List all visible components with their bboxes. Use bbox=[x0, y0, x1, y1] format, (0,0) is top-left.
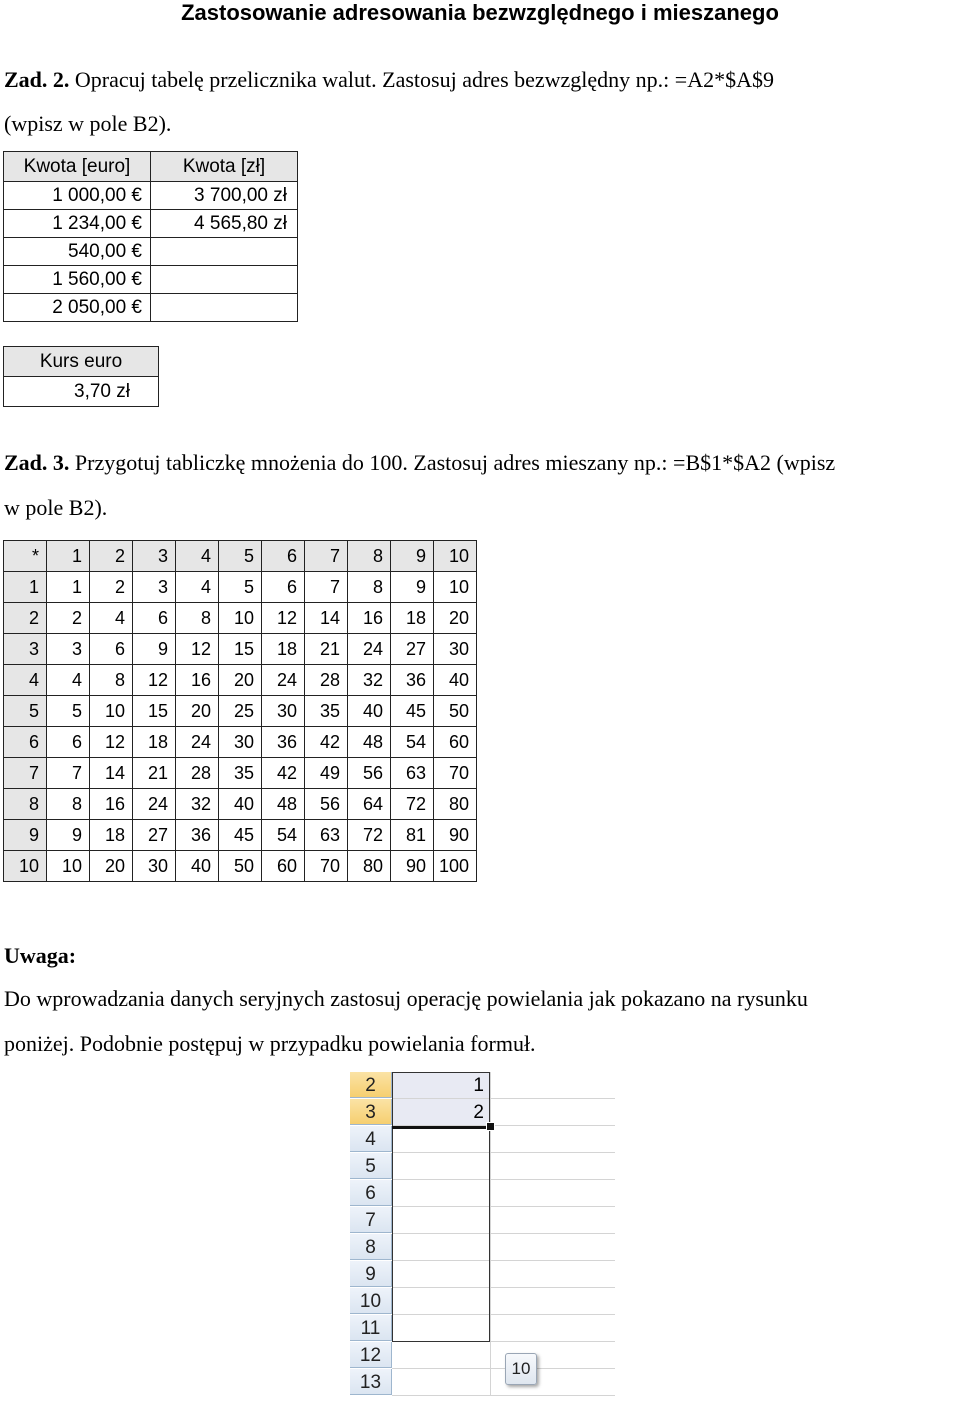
euro-cell: 1 560,00 € bbox=[4, 266, 151, 294]
product-cell: 6 bbox=[47, 727, 90, 758]
row-header-cell: 10 bbox=[4, 851, 47, 882]
product-cell: 20 bbox=[219, 665, 262, 696]
table-row bbox=[4, 182, 298, 210]
product-cell: 9 bbox=[47, 820, 90, 851]
product-cell: 12 bbox=[90, 727, 133, 758]
product-cell: 45 bbox=[219, 820, 262, 851]
table-row bbox=[4, 238, 298, 266]
product-cell: 15 bbox=[133, 696, 176, 727]
product-cell: 36 bbox=[262, 727, 305, 758]
pln-cell bbox=[151, 266, 298, 294]
product-cell: 42 bbox=[305, 727, 348, 758]
table-row bbox=[4, 727, 477, 758]
row-number-header[interactable]: 2 bbox=[350, 1072, 392, 1098]
product-cell: 9 bbox=[133, 634, 176, 665]
row-header-cell: 6 bbox=[4, 727, 47, 758]
excel-fill-figure bbox=[350, 1072, 615, 1400]
product-cell: 32 bbox=[176, 789, 219, 820]
product-cell: 14 bbox=[305, 603, 348, 634]
row-header-cell: 9 bbox=[4, 820, 47, 851]
product-cell: 63 bbox=[391, 758, 434, 789]
task2-line1 bbox=[4, 66, 774, 94]
page-title: Zastosowanie adresowania bezwzględnego i mieszanego bbox=[181, 0, 779, 25]
row-header-cell: 8 bbox=[4, 789, 47, 820]
product-cell: 48 bbox=[262, 789, 305, 820]
euro-cell: 540,00 € bbox=[4, 238, 151, 266]
spreadsheet-cell[interactable] bbox=[490, 1234, 615, 1261]
task3-line1 bbox=[4, 449, 835, 477]
product-cell: 63 bbox=[305, 820, 348, 851]
product-cell: 6 bbox=[133, 603, 176, 634]
note-line2: poniżej. Podobnie postępuj w przypadku powielania formuł. bbox=[4, 1031, 536, 1056]
row-number-header[interactable]: 12 bbox=[350, 1342, 392, 1368]
multiplication-table bbox=[3, 540, 477, 882]
note-line1: Do wprowadzania danych seryjnych zastosuj operację powielania jak pokazano na rysunku bbox=[4, 986, 808, 1011]
product-cell: 18 bbox=[391, 603, 434, 634]
product-cell: 35 bbox=[219, 758, 262, 789]
spreadsheet-cell[interactable] bbox=[490, 1099, 615, 1126]
product-cell: 6 bbox=[90, 634, 133, 665]
spreadsheet-cell[interactable] bbox=[392, 1342, 490, 1369]
product-cell: 18 bbox=[133, 727, 176, 758]
euro-cell: 1 000,00 € bbox=[4, 182, 151, 210]
table-row bbox=[4, 634, 477, 665]
row-number-header[interactable]: 8 bbox=[350, 1234, 392, 1260]
table-row bbox=[4, 789, 477, 820]
product-cell: 48 bbox=[348, 727, 391, 758]
row-number-header[interactable]: 7 bbox=[350, 1207, 392, 1233]
product-cell: 8 bbox=[176, 603, 219, 634]
product-cell: 14 bbox=[90, 758, 133, 789]
product-cell: 40 bbox=[176, 851, 219, 882]
product-cell: 8 bbox=[348, 572, 391, 603]
product-cell: 90 bbox=[391, 851, 434, 882]
product-cell: 3 bbox=[47, 634, 90, 665]
product-cell: 70 bbox=[434, 758, 477, 789]
corner-cell: * bbox=[4, 541, 47, 572]
euro-cell: 2 050,00 € bbox=[4, 294, 151, 322]
product-cell: 10 bbox=[434, 572, 477, 603]
row-header-cell: 4 bbox=[4, 665, 47, 696]
rate-table bbox=[3, 346, 159, 407]
product-cell: 30 bbox=[434, 634, 477, 665]
product-cell: 28 bbox=[305, 665, 348, 696]
product-cell: 10 bbox=[219, 603, 262, 634]
euro-cell: 1 234,00 € bbox=[4, 210, 151, 238]
product-cell: 10 bbox=[90, 696, 133, 727]
product-cell: 72 bbox=[348, 820, 391, 851]
product-cell: 8 bbox=[47, 789, 90, 820]
product-cell: 90 bbox=[434, 820, 477, 851]
rate-header: Kurs euro bbox=[4, 347, 159, 377]
product-cell: 10 bbox=[47, 851, 90, 882]
product-cell: 30 bbox=[133, 851, 176, 882]
task2-label: Zad. 2. bbox=[4, 67, 70, 92]
product-cell: 16 bbox=[90, 789, 133, 820]
product-cell: 5 bbox=[219, 572, 262, 603]
product-cell: 25 bbox=[219, 696, 262, 727]
table-row bbox=[4, 210, 298, 238]
currency-table bbox=[3, 151, 298, 322]
product-cell: 35 bbox=[305, 696, 348, 727]
spreadsheet-cell[interactable]: 1 bbox=[392, 1072, 490, 1099]
rate-value: 3,70 zł bbox=[4, 377, 159, 407]
column-header-cell: 3 bbox=[133, 541, 176, 572]
product-cell: 18 bbox=[90, 820, 133, 851]
product-cell: 40 bbox=[348, 696, 391, 727]
pln-cell: 4 565,80 zł bbox=[151, 210, 298, 238]
product-cell: 21 bbox=[305, 634, 348, 665]
task2-text: Opracuj tabelę przelicznika walut. Zastosuj adres bezwzględny np.: =A2*$A$9 bbox=[69, 67, 774, 92]
table-row bbox=[4, 758, 477, 789]
spreadsheet-cell[interactable] bbox=[490, 1153, 615, 1180]
product-cell: 60 bbox=[262, 851, 305, 882]
spreadsheet-cell[interactable] bbox=[490, 1261, 615, 1288]
column-header-cell: 10 bbox=[434, 541, 477, 572]
spreadsheet-cell[interactable] bbox=[490, 1207, 615, 1234]
product-cell: 28 bbox=[176, 758, 219, 789]
product-cell: 16 bbox=[348, 603, 391, 634]
product-cell: 64 bbox=[348, 789, 391, 820]
product-cell: 16 bbox=[176, 665, 219, 696]
product-cell: 36 bbox=[391, 665, 434, 696]
header-pln: Kwota [zł] bbox=[151, 152, 298, 182]
column-header-cell: 8 bbox=[348, 541, 391, 572]
row-number-header[interactable]: 4 bbox=[350, 1126, 392, 1152]
table-row bbox=[4, 851, 477, 882]
product-cell: 24 bbox=[176, 727, 219, 758]
product-cell: 27 bbox=[391, 634, 434, 665]
fill-range-outline bbox=[392, 1072, 490, 1342]
product-cell: 40 bbox=[219, 789, 262, 820]
product-cell: 1 bbox=[47, 572, 90, 603]
pln-cell bbox=[151, 238, 298, 266]
column-header-cell: 9 bbox=[391, 541, 434, 572]
product-cell: 56 bbox=[348, 758, 391, 789]
product-cell: 2 bbox=[47, 603, 90, 634]
task3-label: Zad. 3. bbox=[4, 450, 70, 475]
column-header-cell: 1 bbox=[47, 541, 90, 572]
column-header-cell: 5 bbox=[219, 541, 262, 572]
row-header-cell: 7 bbox=[4, 758, 47, 789]
product-cell: 54 bbox=[391, 727, 434, 758]
spreadsheet-cell[interactable] bbox=[392, 1369, 490, 1396]
product-cell: 20 bbox=[434, 603, 477, 634]
task2-line2: (wpisz w pole B2). bbox=[4, 111, 172, 136]
product-cell: 40 bbox=[434, 665, 477, 696]
product-cell: 4 bbox=[176, 572, 219, 603]
product-cell: 4 bbox=[90, 603, 133, 634]
product-cell: 49 bbox=[305, 758, 348, 789]
note-heading: Uwaga: bbox=[4, 943, 77, 968]
column-header-cell: 2 bbox=[90, 541, 133, 572]
row-number-header[interactable]: 5 bbox=[350, 1153, 392, 1179]
task3-text: Przygotuj tabliczkę mnożenia do 100. Zastosuj adres mieszany np.: =B$1*$A2 (wpisz bbox=[69, 450, 836, 475]
product-cell: 24 bbox=[133, 789, 176, 820]
product-cell: 27 bbox=[133, 820, 176, 851]
product-cell: 30 bbox=[262, 696, 305, 727]
product-cell: 80 bbox=[348, 851, 391, 882]
product-cell: 81 bbox=[391, 820, 434, 851]
selection-border bbox=[392, 1126, 490, 1129]
product-cell: 100 bbox=[434, 851, 477, 882]
product-cell: 12 bbox=[176, 634, 219, 665]
product-cell: 20 bbox=[176, 696, 219, 727]
product-cell: 80 bbox=[434, 789, 477, 820]
product-cell: 6 bbox=[262, 572, 305, 603]
product-cell: 50 bbox=[434, 696, 477, 727]
currency-table-header bbox=[4, 152, 298, 182]
spreadsheet-cell[interactable] bbox=[490, 1072, 615, 1099]
row-number-header[interactable]: 11 bbox=[350, 1315, 392, 1341]
row-header-cell: 5 bbox=[4, 696, 47, 727]
row-header-cell: 3 bbox=[4, 634, 47, 665]
pln-cell: 3 700,00 zł bbox=[151, 182, 298, 210]
product-cell: 4 bbox=[47, 665, 90, 696]
fill-value-tooltip: 10 bbox=[505, 1353, 537, 1385]
product-cell: 56 bbox=[305, 789, 348, 820]
table-row bbox=[4, 294, 298, 322]
product-cell: 42 bbox=[262, 758, 305, 789]
row-number-header[interactable]: 3 bbox=[350, 1099, 392, 1125]
row-header-cell: 1 bbox=[4, 572, 47, 603]
table-row bbox=[4, 266, 298, 294]
row-number-header[interactable]: 9 bbox=[350, 1261, 392, 1287]
product-cell: 2 bbox=[90, 572, 133, 603]
product-cell: 60 bbox=[434, 727, 477, 758]
product-cell: 24 bbox=[262, 665, 305, 696]
product-cell: 8 bbox=[90, 665, 133, 696]
task3-line2: w pole B2). bbox=[4, 495, 108, 520]
spreadsheet-cell[interactable] bbox=[490, 1315, 615, 1342]
product-cell: 50 bbox=[219, 851, 262, 882]
table-row bbox=[4, 603, 477, 634]
product-cell: 12 bbox=[262, 603, 305, 634]
product-cell: 9 bbox=[391, 572, 434, 603]
product-cell: 15 bbox=[219, 634, 262, 665]
product-cell: 30 bbox=[219, 727, 262, 758]
table-header-row bbox=[4, 541, 477, 572]
product-cell: 32 bbox=[348, 665, 391, 696]
product-cell: 70 bbox=[305, 851, 348, 882]
product-cell: 18 bbox=[262, 634, 305, 665]
table-row bbox=[4, 696, 477, 727]
spreadsheet-cell[interactable]: 2 bbox=[392, 1099, 490, 1126]
row-number-header[interactable]: 13 bbox=[350, 1369, 392, 1395]
product-cell: 72 bbox=[391, 789, 434, 820]
row-number-header[interactable]: 6 bbox=[350, 1180, 392, 1206]
column-header-cell: 6 bbox=[262, 541, 305, 572]
table-row bbox=[4, 572, 477, 603]
spreadsheet-cell[interactable] bbox=[490, 1126, 615, 1153]
product-cell: 24 bbox=[348, 634, 391, 665]
pln-cell bbox=[151, 294, 298, 322]
product-cell: 7 bbox=[305, 572, 348, 603]
table-row bbox=[4, 665, 477, 696]
product-cell: 5 bbox=[47, 696, 90, 727]
product-cell: 45 bbox=[391, 696, 434, 727]
column-header-cell: 7 bbox=[305, 541, 348, 572]
product-cell: 12 bbox=[133, 665, 176, 696]
product-cell: 20 bbox=[90, 851, 133, 882]
spreadsheet-cell[interactable] bbox=[490, 1288, 615, 1315]
row-number-header[interactable]: 10 bbox=[350, 1288, 392, 1314]
product-cell: 54 bbox=[262, 820, 305, 851]
column-header-cell: 4 bbox=[176, 541, 219, 572]
product-cell: 3 bbox=[133, 572, 176, 603]
fill-handle[interactable] bbox=[486, 1122, 495, 1131]
product-cell: 7 bbox=[47, 758, 90, 789]
product-cell: 21 bbox=[133, 758, 176, 789]
table-row bbox=[4, 820, 477, 851]
row-header-cell: 2 bbox=[4, 603, 47, 634]
spreadsheet-cell[interactable] bbox=[490, 1180, 615, 1207]
product-cell: 36 bbox=[176, 820, 219, 851]
header-euro: Kwota [euro] bbox=[4, 152, 151, 182]
